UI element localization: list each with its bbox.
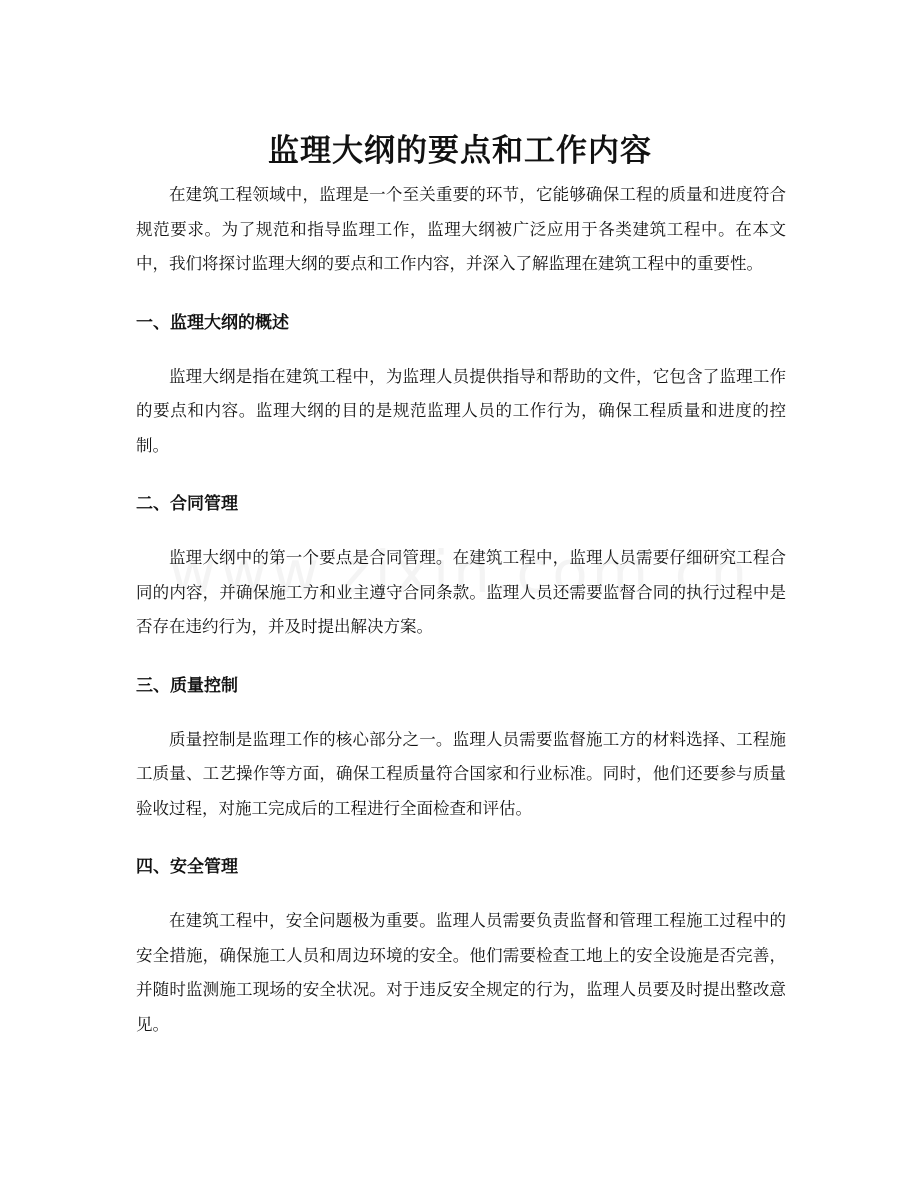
document-body <box>136 178 786 1042</box>
section-heading-safety: 四、安全管理 <box>136 857 238 877</box>
section-heading-quality: 三、质量控制 <box>136 675 238 696</box>
section-heading-contract: 二、合同管理 <box>136 494 238 514</box>
section-body-quality: 质量控制是监理工作的核心部分之一。监理人员需要监督施工方的材料选择、工程施工质量、工艺操作等方面，确保工程质量符合国家和行业标准。同时，他们还要参与质量验收过程，对施工完成后的工程进行全面检查和评估。 <box>136 729 786 818</box>
section-body-safety: 在建筑工程中，安全问题极为重要。监理人员需要负责监督和管理工程施工过程中的安全措施，确保施工人员和周边环境的安全。他们需要检查工地上的安全设施是否完善，并随时监测施工现场的安全状况。对于违反安全规定的行为，监理人员要及时提出整改意见。 <box>136 911 786 1034</box>
intro-paragraph: 在建筑工程领域中，监理是一个至关重要的环节，它能够确保工程的质量和进度符合规范要求。为了规范和指导监理工作，监理大纲被广泛应用于各类建筑工程中。在本文中，我们将探讨监理大纲的要点和工作内容，并深入了解监理在建筑工程中的重要性。 <box>136 185 786 273</box>
section-body-overview: 监理大纲是指在建筑工程中，为监理人员提供指导和帮助的文件，它包含了监理工作的要点和内容。监理大纲的目的是规范监理人员的工作行为，确保工程质量和进度的控制。 <box>136 366 786 455</box>
section-heading-overview: 一、监理大纲的概述 <box>136 312 289 333</box>
section-body-contract: 监理大纲中的第一个要点是合同管理。在建筑工程中，监理人员需要仔细研究工程合同的内容，并确保施工方和业主遵守合同条款。监理人员还需要监督合同的执行过程中是否存在违约行为，并及时提出解决方案。 <box>136 548 786 636</box>
document-title: 监理大纲的要点和工作内容 <box>268 132 652 169</box>
